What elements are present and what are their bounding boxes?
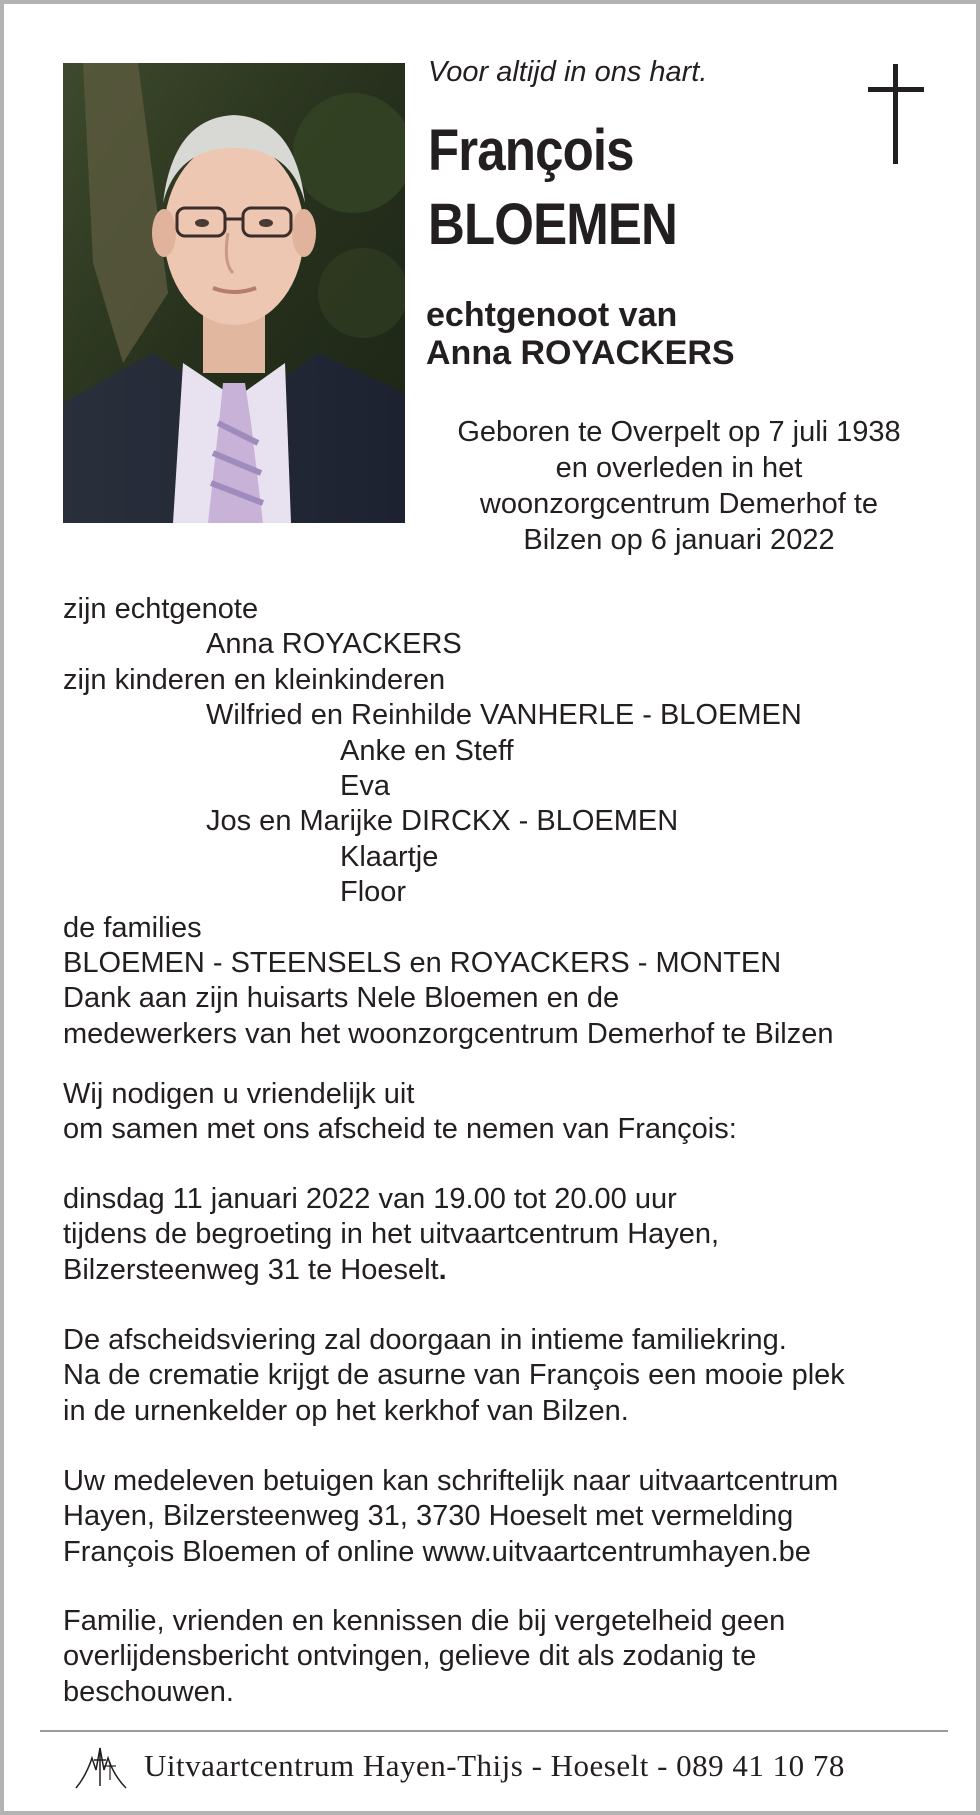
condolences-line: Hayen, Bilzersteenweg 31, 3730 Hoeselt met vermelding <box>63 1500 794 1533</box>
birth-line: en overleden in het <box>555 452 803 484</box>
footer-divider <box>40 1730 948 1732</box>
condolences-line: François Bloemen of online www.uitvaartcentrumhayen.be <box>63 1535 811 1568</box>
motto: Voor altijd in ons hart. <box>428 56 708 88</box>
family-line: Floor <box>340 876 407 909</box>
family-line: medewerkers van het woonzorgcentrum Demerhof te Bilzen <box>63 1017 834 1050</box>
notice-line: beschouwen. <box>63 1675 234 1708</box>
family-line: Jos en Marijke DIRCKX - BLOEMEN <box>206 805 679 838</box>
deceased-name <box>428 114 677 262</box>
birth-line: Geboren te Overpelt op 7 juli 1938 <box>457 416 901 448</box>
family-line: BLOEMEN - STEENSELS en ROYACKERS - MONTEN <box>63 947 782 980</box>
birth-line: woonzorgcentrum Demerhof te <box>479 488 879 520</box>
cross-icon <box>868 64 924 164</box>
notice-paragraph <box>63 1604 785 1710</box>
birth-line: Bilzen op 6 januari 2022 <box>523 524 835 556</box>
visitation-end-mark: . <box>438 1253 447 1286</box>
family-line: Eva <box>340 770 390 803</box>
family-line: zijn kinderen en kleinkinderen <box>63 663 446 696</box>
family-line: Dank aan zijn huisarts Nele Bloemen en de <box>63 982 620 1015</box>
invitation-line: Wij nodigen u vriendelijk uit <box>63 1078 415 1110</box>
family-line: zijn echtgenote <box>63 593 259 625</box>
visitation-line: dinsdag 11 januari 2022 van 19.00 tot 20.00 uur <box>63 1183 677 1215</box>
birth-death-info <box>424 414 934 558</box>
invitation-line: om samen met ons afscheid te nemen van François: <box>63 1113 737 1146</box>
portrait-photo <box>63 63 405 523</box>
family-list <box>63 592 833 1052</box>
ceremony-line: Na de crematie krijgt de asurne van François een mooie plek <box>63 1359 845 1392</box>
invitation-paragraph <box>63 1077 737 1148</box>
family-line: Anna ROYACKERS <box>206 628 462 661</box>
visitation-line <box>63 1253 719 1288</box>
family-line: Klaartje <box>340 840 439 873</box>
family-line: Wilfried en Reinhilde VANHERLE - BLOEMEN <box>206 699 802 732</box>
ceremony-paragraph <box>63 1323 845 1429</box>
spouse-block <box>426 296 735 372</box>
family-line: Anke en Steff <box>340 734 514 767</box>
first-name: François <box>428 118 634 183</box>
notice-line: Familie, vrienden en kennissen die bij vergetelheid geen <box>63 1605 786 1637</box>
condolences-line: Uw medeleven betuigen kan schriftelijk naar uitvaartcentrum <box>63 1465 839 1497</box>
ceremony-line: in de urnenkelder op het kerkhof van Bilzen. <box>63 1394 629 1427</box>
funeral-home-logo-icon <box>74 1740 128 1792</box>
ceremony-line: De afscheidsviering zal doorgaan in intieme familiekring. <box>63 1324 787 1356</box>
spouse-prefix: echtgenoot van <box>426 296 678 334</box>
family-line: de families <box>63 911 202 944</box>
visitation-line: tijdens de begroeting in het uitvaartcentrum Hayen, <box>63 1218 720 1251</box>
visitation-paragraph <box>63 1182 719 1288</box>
spouse-name: Anna ROYACKERS <box>426 334 735 372</box>
visitation-address: Bilzersteenweg 31 te Hoeselt <box>63 1253 439 1286</box>
condolences-paragraph <box>63 1464 838 1570</box>
notice-line: overlijdensbericht ontvingen, gelieve dit als zodanig te <box>63 1640 757 1673</box>
footer-text: Uitvaartcentrum Hayen-Thijs - Hoeselt - 089 41 10 78 <box>144 1748 845 1783</box>
last-name: BLOEMEN <box>428 192 678 257</box>
